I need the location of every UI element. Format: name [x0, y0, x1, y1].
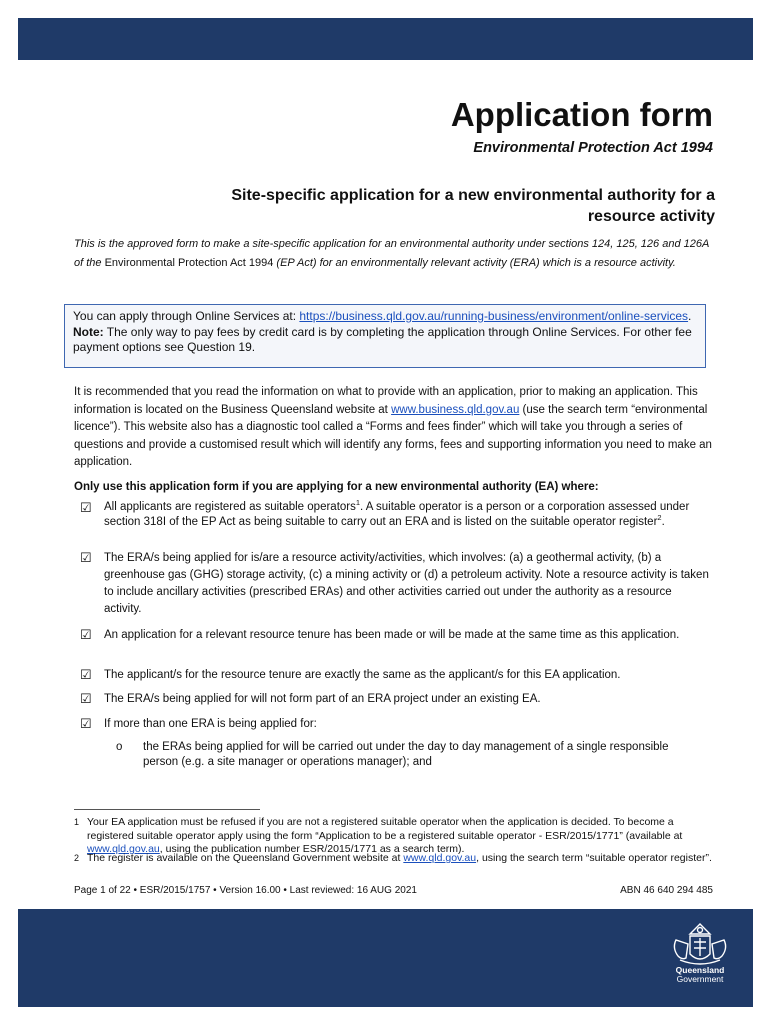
sub-criterion-1 — [116, 740, 706, 770]
online-link-end: . — [688, 309, 692, 323]
checked-box-icon: ☑ — [80, 500, 92, 515]
intro-text — [74, 235, 716, 272]
criterion-3 — [80, 627, 710, 644]
criterion-6-text: If more than one ERA is being applied for: — [104, 718, 317, 730]
checked-box-icon: ☑ — [80, 716, 92, 731]
act-subtitle: Environmental Protection Act 1994 — [473, 140, 713, 156]
intro-act-name: Environmental Protection Act 1994 — [104, 256, 274, 269]
criterion-2-text: The ERA/s being applied for is/are a resource activity/activities, which involves: (a) a geothermal activity, (b) a greenhouse gas (GHG) storage activity, (c) a mining activity or (d) a petroleum activity. Note a resource activity is taken to include ancillary activities (prescribed ERAs) and other activities carried out under the authority as a resource activity. — [104, 552, 709, 615]
page-footer-info: Page 1 of 22 • ESR/2015/1757 • Version 16.00 • Last reviewed: 16 AUG 2021 — [74, 885, 417, 896]
header-band — [18, 18, 753, 60]
online-services-link[interactable]: https://business.qld.gov.au/running-business/environment/online-services — [299, 309, 689, 323]
c1-part-b: . A suitable operator is a person or a corporation assessed under section 318I of the EP Act as being suitable to carry out an ERA and is listed on the suitable operator register — [104, 501, 690, 528]
business-qld-link[interactable]: www.business.qld.gov.au — [391, 403, 520, 416]
intro-part-c: (EP Act) for an environmentally relevant activity (ERA) which is a resource activity. — [276, 256, 676, 269]
criterion-5 — [80, 691, 710, 708]
c1-part-c: . — [661, 515, 665, 528]
qld-gov-link-2[interactable]: www.qld.gov.au — [403, 852, 477, 864]
footnote-2 — [74, 852, 716, 866]
footer-band — [18, 909, 753, 1007]
circle-bullet-icon: o — [116, 741, 123, 753]
logo-line-2: Government — [676, 974, 724, 984]
footnote-2-number: 2 — [74, 853, 80, 863]
qld-government-logo-text — [668, 966, 732, 984]
footnote-divider — [74, 809, 260, 810]
footnote-1 — [74, 816, 716, 857]
c1-part-a: All applicants are registered as suitable operators — [104, 501, 356, 513]
f1-part-b: , using the publication number ESR/2015/1771 as a search term). — [159, 843, 465, 855]
f1-part-a: Your EA application must be refused if you are not a registered suitable operator when the application is decided. To become a registered suitable operator apply using the form “Application to be a registered suitable operator - ESR/2015/1771” (available at — [87, 816, 683, 842]
footnote-1-text — [87, 816, 716, 857]
page-title: Application form — [450, 96, 713, 133]
recommendation-paragraph — [74, 384, 716, 472]
footnote-2-text — [87, 852, 716, 866]
intro-part-a: This is the approved form to make a site-specific application for an environmental authority under sections 124, 125, 126 and 126A of the — [74, 238, 709, 269]
form-heading: Site-specific application for a new environmental authority for a resource activity — [231, 187, 715, 225]
logo-line-1: Queensland — [675, 965, 725, 975]
footnote-1-number: 1 — [74, 817, 80, 827]
note-label: Note: — [73, 324, 104, 339]
footnote-ref-2: 2 — [657, 512, 662, 522]
criterion-2 — [80, 550, 710, 618]
criterion-6 — [80, 716, 710, 733]
qld-gov-link-1[interactable]: www.qld.gov.au — [87, 843, 160, 855]
checked-box-icon: ☑ — [80, 691, 92, 706]
checked-box-icon: ☑ — [80, 667, 92, 682]
f2-part-b: , using the search term “suitable operator register”. — [476, 852, 712, 864]
criterion-1-text — [104, 500, 710, 529]
online-text: You can apply through Online Services at: — [73, 309, 300, 323]
sub-criterion-1-text: the ERAs being applied for will be carried out under the day to day management of a single responsible person (e.g. a site manager or operations manager); and — [143, 741, 669, 768]
abn-footer: ABN 46 640 294 485 — [620, 885, 713, 896]
para-part-b: (use the search term “environmental licence”). This website also has a diagnostic tool called a “Forms and fees finder” which will take you through a series of questions and provide a customised result which will identify any forms, fees and supporting information you need to make an application. — [74, 403, 712, 468]
checked-box-icon: ☑ — [80, 627, 92, 642]
footnote-ref-1: 1 — [355, 498, 361, 508]
checked-box-icon: ☑ — [80, 550, 92, 565]
f2-part-a: The register is available on the Queensland Government website at — [87, 852, 404, 864]
criterion-1 — [80, 500, 710, 529]
criterion-5-text: The ERA/s being applied for will not form part of an ERA project under an existing EA. — [104, 693, 541, 705]
criterion-4 — [80, 667, 710, 684]
criterion-3-text: An application for a relevant resource tenure has been made or will be made at the same time as this application. — [104, 629, 680, 641]
note-text: The only way to pay fees by credit card is by completing the application through Online Services. For other fee payment options see Question 19. — [73, 324, 692, 354]
criterion-4-text: The applicant/s for the resource tenure are exactly the same as the applicant/s for this EA application. — [104, 669, 621, 681]
criteria-heading: Only use this application form if you are applying for a new environmental authority (EA) where: — [74, 481, 599, 493]
online-services-box — [64, 304, 706, 368]
para-part-a: It is recommended that you read the information on what to provide with an application, prior to making an application. This information is located on the Business Queensland website at — [74, 386, 698, 416]
